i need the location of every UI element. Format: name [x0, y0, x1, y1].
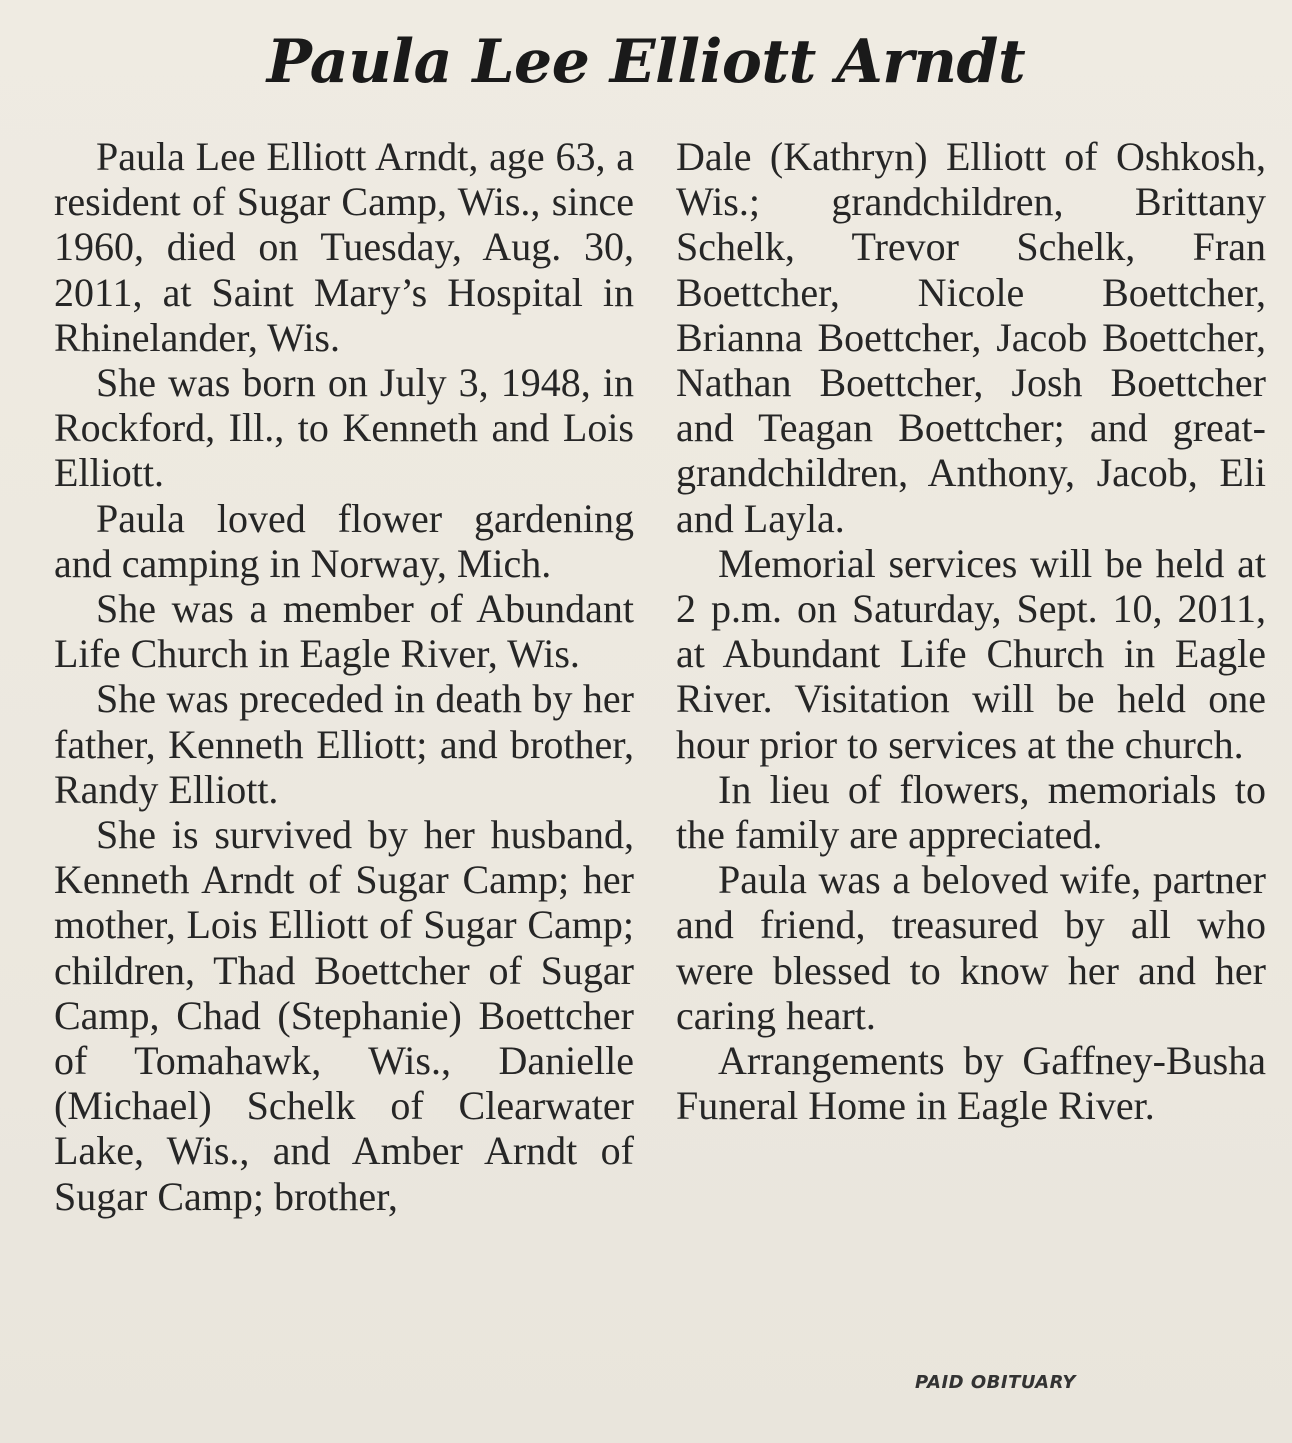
paragraph-preceded: She was preceded in death by her father, Kenneth Elliott; and brother, Randy Elliott.	[54, 676, 634, 812]
paragraph-hobbies: Paula loved flower gardening and camping in Norway, Mich.	[54, 495, 634, 586]
paragraph-survived-continued: Dale (Kathryn) Elliott of Oshkosh, Wis.; grandchildren, Brittany Schelk, Trevor Schelk, Fran Boettcher, Nicole Boettcher, Brianna Boettcher, Jacob Boettcher, Nathan Boettcher, Josh Boettcher and Teagan Boettcher; and great-grandchildren, Anthony, Jacob, Eli and Layla.	[676, 134, 1266, 541]
paragraph-arrangements: Arrangements by Gaffney-Busha Funeral Home in Eagle River.	[676, 1038, 1266, 1129]
obituary-title: Paula Lee Elliott Arndt	[266, 27, 1026, 97]
paid-obituary-tag: PAID OBITUARY	[915, 1372, 1076, 1393]
paragraph-services: Memorial services will be held at 2 p.m. on Saturday, Sept. 10, 2011, at Abundant Life Church in Eagle River. Visitation will be held one hour prior to services at the church.	[676, 540, 1266, 767]
paragraph-church: She was a member of Abundant Life Church in Eagle River, Wis.	[54, 586, 634, 677]
paragraph-survived: She is survived by her husband, Kenneth Arndt of Sugar Camp; her mother, Lois Elliott of Sugar Camp; children, Thad Boettcher of Sugar Camp, Chad (Stephanie) Boettcher of Tomahawk, Wis., Danielle (Michael) Schelk of Clearwater Lake, Wis., and Amber Arndt of Sugar Camp; brother,	[54, 812, 634, 1219]
paragraph-tribute: Paula was a beloved wife, partner and friend, treasured by all who were blessed to know her and her caring heart.	[676, 857, 1266, 1038]
left-column	[54, 134, 634, 1219]
paragraph-memorials: In lieu of flowers, memorials to the family are appreciated.	[676, 766, 1266, 858]
paragraph-birth: She was born on July 3, 1948, in Rockford, Ill., to Kenneth and Lois Elliott.	[54, 360, 634, 496]
paragraph-death-notice: Paula Lee Elliott Arndt, age 63, a resident of Sugar Camp, Wis., since 1960, died on Tuesday, Aug. 30, 2011, at Saint Mary’s Hospital in Rhinelander, Wis.	[54, 134, 634, 360]
right-column	[676, 134, 1266, 1128]
